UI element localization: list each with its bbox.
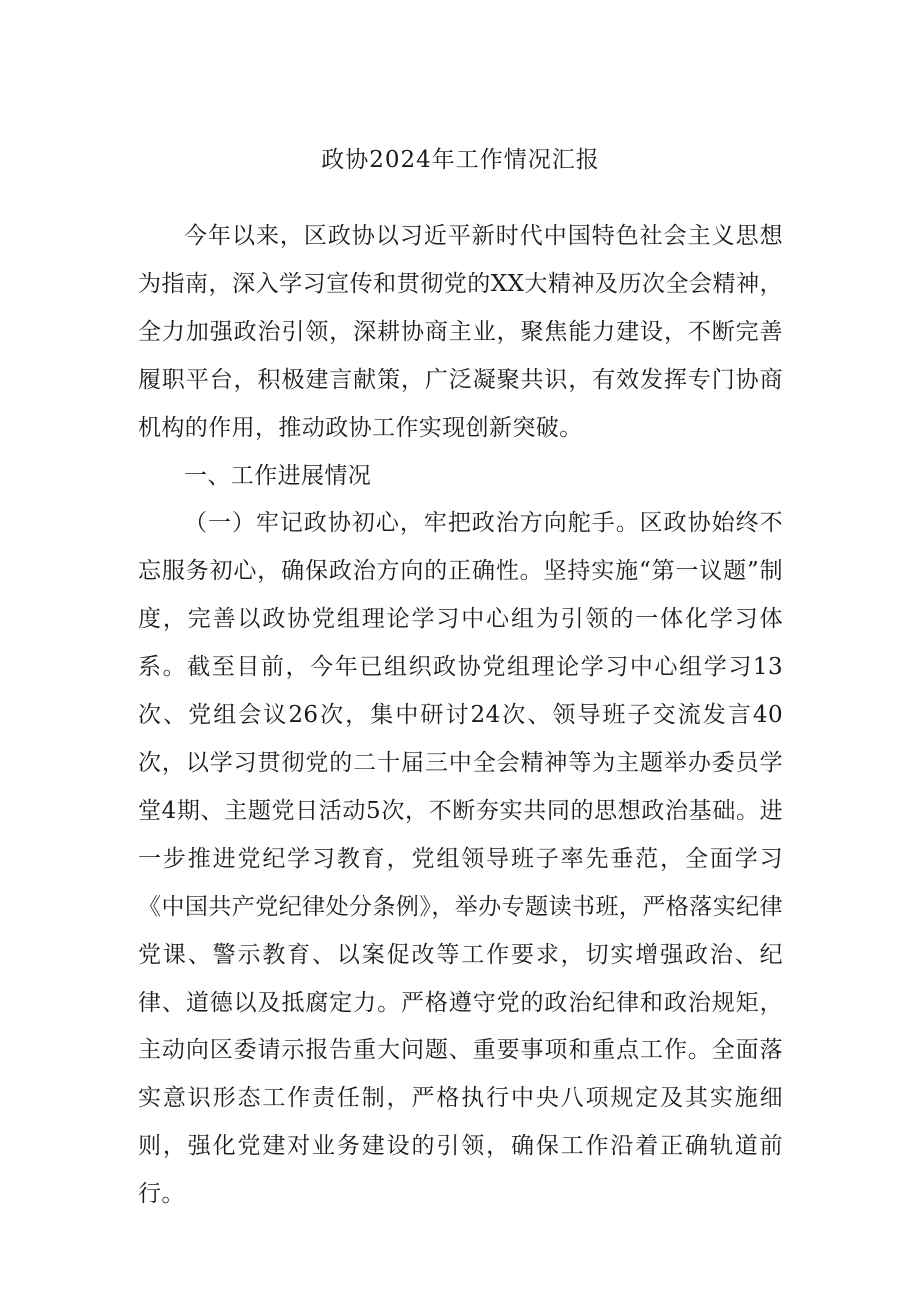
document-title: 政协2024年工作情况汇报 (321, 147, 600, 173)
document-body (138, 213, 783, 1219)
section-heading: 一、工作进展情况 (184, 462, 372, 489)
section-paragraph: （一）牢记政协初心，牢把政治方向舵手。区政协始终不忘服务初心，确保政治方向的正确性。坚持实施“第一议题”制度，完善以政协党组理论学习中心组为引领的一体化学习体系。截至目前，今年已组织政协党组理论学习中心组学习13次、党组会议26次，集中研讨24次、领导班子交流发言40次，以学习贯彻党的二十届三中全会精神等为主题举办委员学堂4期、主题党日活动5次，不断夯实共同的思想政治基础。进一步推进党纪学习教育，党组领导班子率先垂范，全面学习《中国共产党纪律处分条例》，举办专题读书班，严格落实纪律党课、警示教育、以案促改等工作要求，切实增强政治、纪律、道德以及抵腐定力。严格遵守党的政治纪律和政治规矩，主动向区委请示报告重大问题、重要事项和重点工作。全面落实意识形态工作责任制，严格执行中央八项规定及其实施细则，强化党建对业务建设的引领，确保工作沿着正确轨道前行。 (138, 510, 783, 1208)
intro-paragraph: 今年以来，区政协以习近平新时代中国特色社会主义思想为指南，深入学习宣传和贯彻党的XX大精神及历次全会精神，全力加强政治引领，深耕协商主业，聚焦能力建设，不断完善履职平台，积极建言献策，广泛凝聚共识，有效发挥专门协商机构的作用，推动政协工作实现创新突破。 (138, 223, 783, 441)
